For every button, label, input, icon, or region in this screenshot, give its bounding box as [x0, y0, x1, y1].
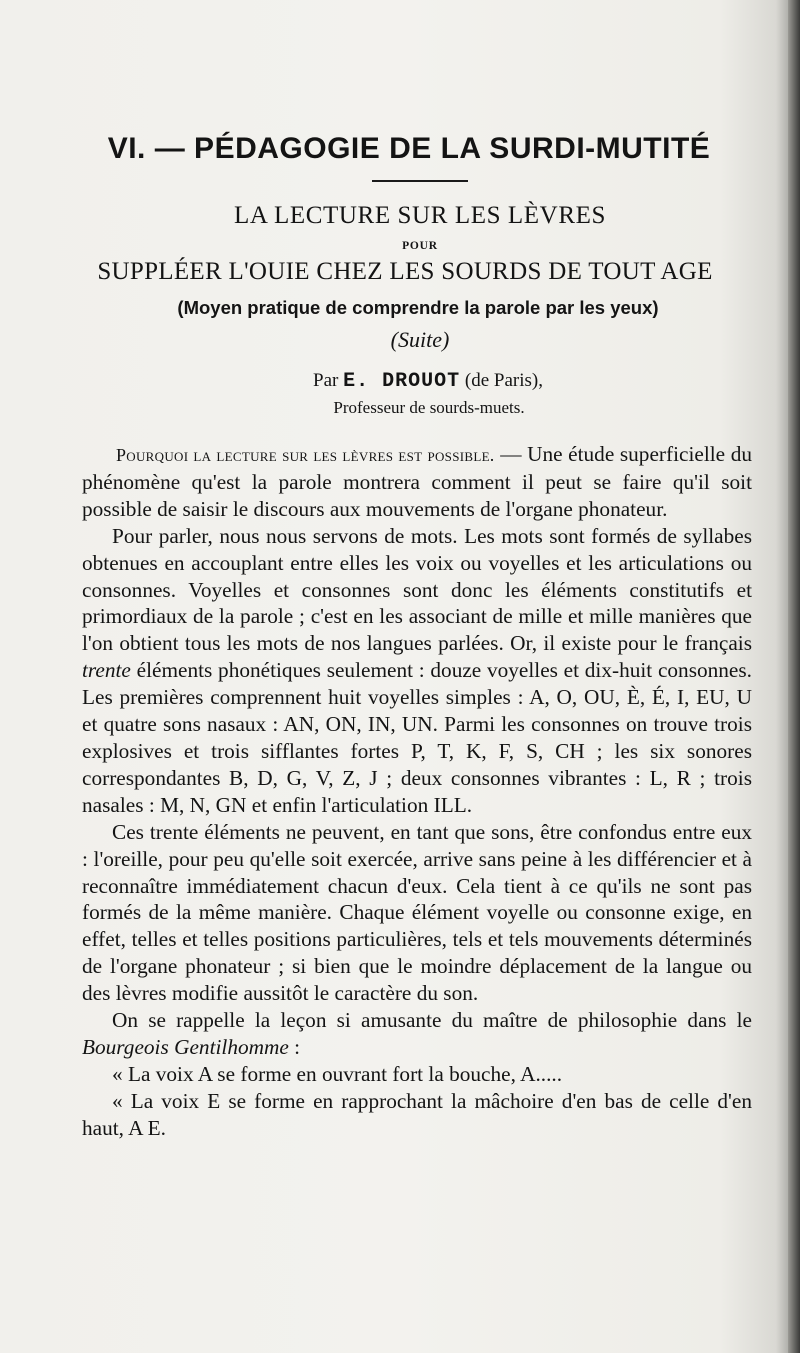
quote-2: « La voix E se forme en rapprochant la mâchoire d'en bas de celle d'en haut, A E.: [82, 1088, 752, 1140]
paragraph-4: [82, 1007, 752, 1061]
article-subtitle: (Moyen pratique de comprendre la parole par les yeux): [177, 297, 659, 318]
author-role: Professeur de sourds-muets.: [333, 398, 525, 417]
heading-divider: [372, 180, 468, 182]
paragraph-4-emphasis: Bourgeois Gentilhomme: [82, 1034, 289, 1059]
author-place: (de Paris),: [464, 370, 543, 391]
paragraph-2-text-b: éléments phonétiques seulement : douze voyelles et dix-huit consonnes. Les premières comprennent huit voyelles simples : A, O, OU, È, É, I, EU, U et quatre sons nasaux : AN, ON, IN, UN. Parmi les consonnes on trouve trois explosives et trois sifflantes fortes P, T, K, F, S, CH ; les six sonores correspondantes B, D, G, V, Z, J ; deux consonnes vibrantes : L, R ; trois nasales : M, N, GN et enfin l'articulation ILL.: [82, 658, 752, 817]
paragraph-2: [82, 523, 752, 819]
paragraph-4-text-b: :: [288, 1034, 301, 1059]
author-line: [0, 370, 800, 393]
article-title-continued: SUPPLÉER L'OUIE CHEZ LES SOURDS DE TOUT AGE: [97, 258, 713, 285]
paragraph-3: Ces trente éléments ne peuvent, en tant que sons, être confondus entre eux : l'oreille, pour peu qu'elle soit exercée, arrive sans peine à les différencier et à reconnaître immédiatement chacun d'eux. Cela tient à ce qu'ils ne sont pas formés de la même manière. Chaque élément voyelle ou consonne exige, en effet, telles et telles positions particulières, tels et tels mouvements déterminés de l'organe phonateur ; si bien que le moindre déplacement de la langue ou des lèvres modifie aussitôt le caractère du son.: [82, 819, 752, 1006]
quote-1: « La voix A se forme en ouvrant fort la bouche, A.....: [112, 1061, 563, 1086]
paragraph-1: [82, 441, 752, 523]
paragraph-1-text: — Une étude superficielle du phénomène qu'est la parole montrera comment il peut se faire qu'il soit possible de saisir le discours aux mouvements de l'organe phonateur.: [82, 442, 752, 521]
article-title: LA LECTURE SUR LES LÈVRES: [234, 202, 606, 229]
article-body: [82, 441, 752, 1142]
paragraph-1-lead: Pourquoi la lecture sur les lèvres est possible.: [116, 445, 495, 465]
paragraph-4-text-a: On se rappelle la leçon si amusante du maître de philosophie dans le: [112, 1008, 752, 1033]
author-name: E. DROUOT: [343, 370, 461, 393]
paragraph-2-emphasis: trente: [82, 658, 131, 683]
article-continuation-note: (Suite): [390, 327, 450, 352]
section-heading: VI. — PÉDAGOGIE DE LA SURDI-MUTITÉ: [107, 132, 711, 165]
article-title-connector: POUR: [402, 240, 438, 252]
author-prefix: Par: [313, 370, 339, 391]
paragraph-2-text-a: Pour parler, nous nous servons de mots. Les mots sont formés de syllabes obtenues en accouplant entre elles les voix ou voyelles et les articulations ou consonnes. Voyelles et consonnes sont donc les éléments constitutifs et primordiaux de la parole ; c'est en les associant de mille et mille manières que l'on obtient tous les mots de nos langues parlées. Or, il existe pour le français: [82, 523, 752, 656]
